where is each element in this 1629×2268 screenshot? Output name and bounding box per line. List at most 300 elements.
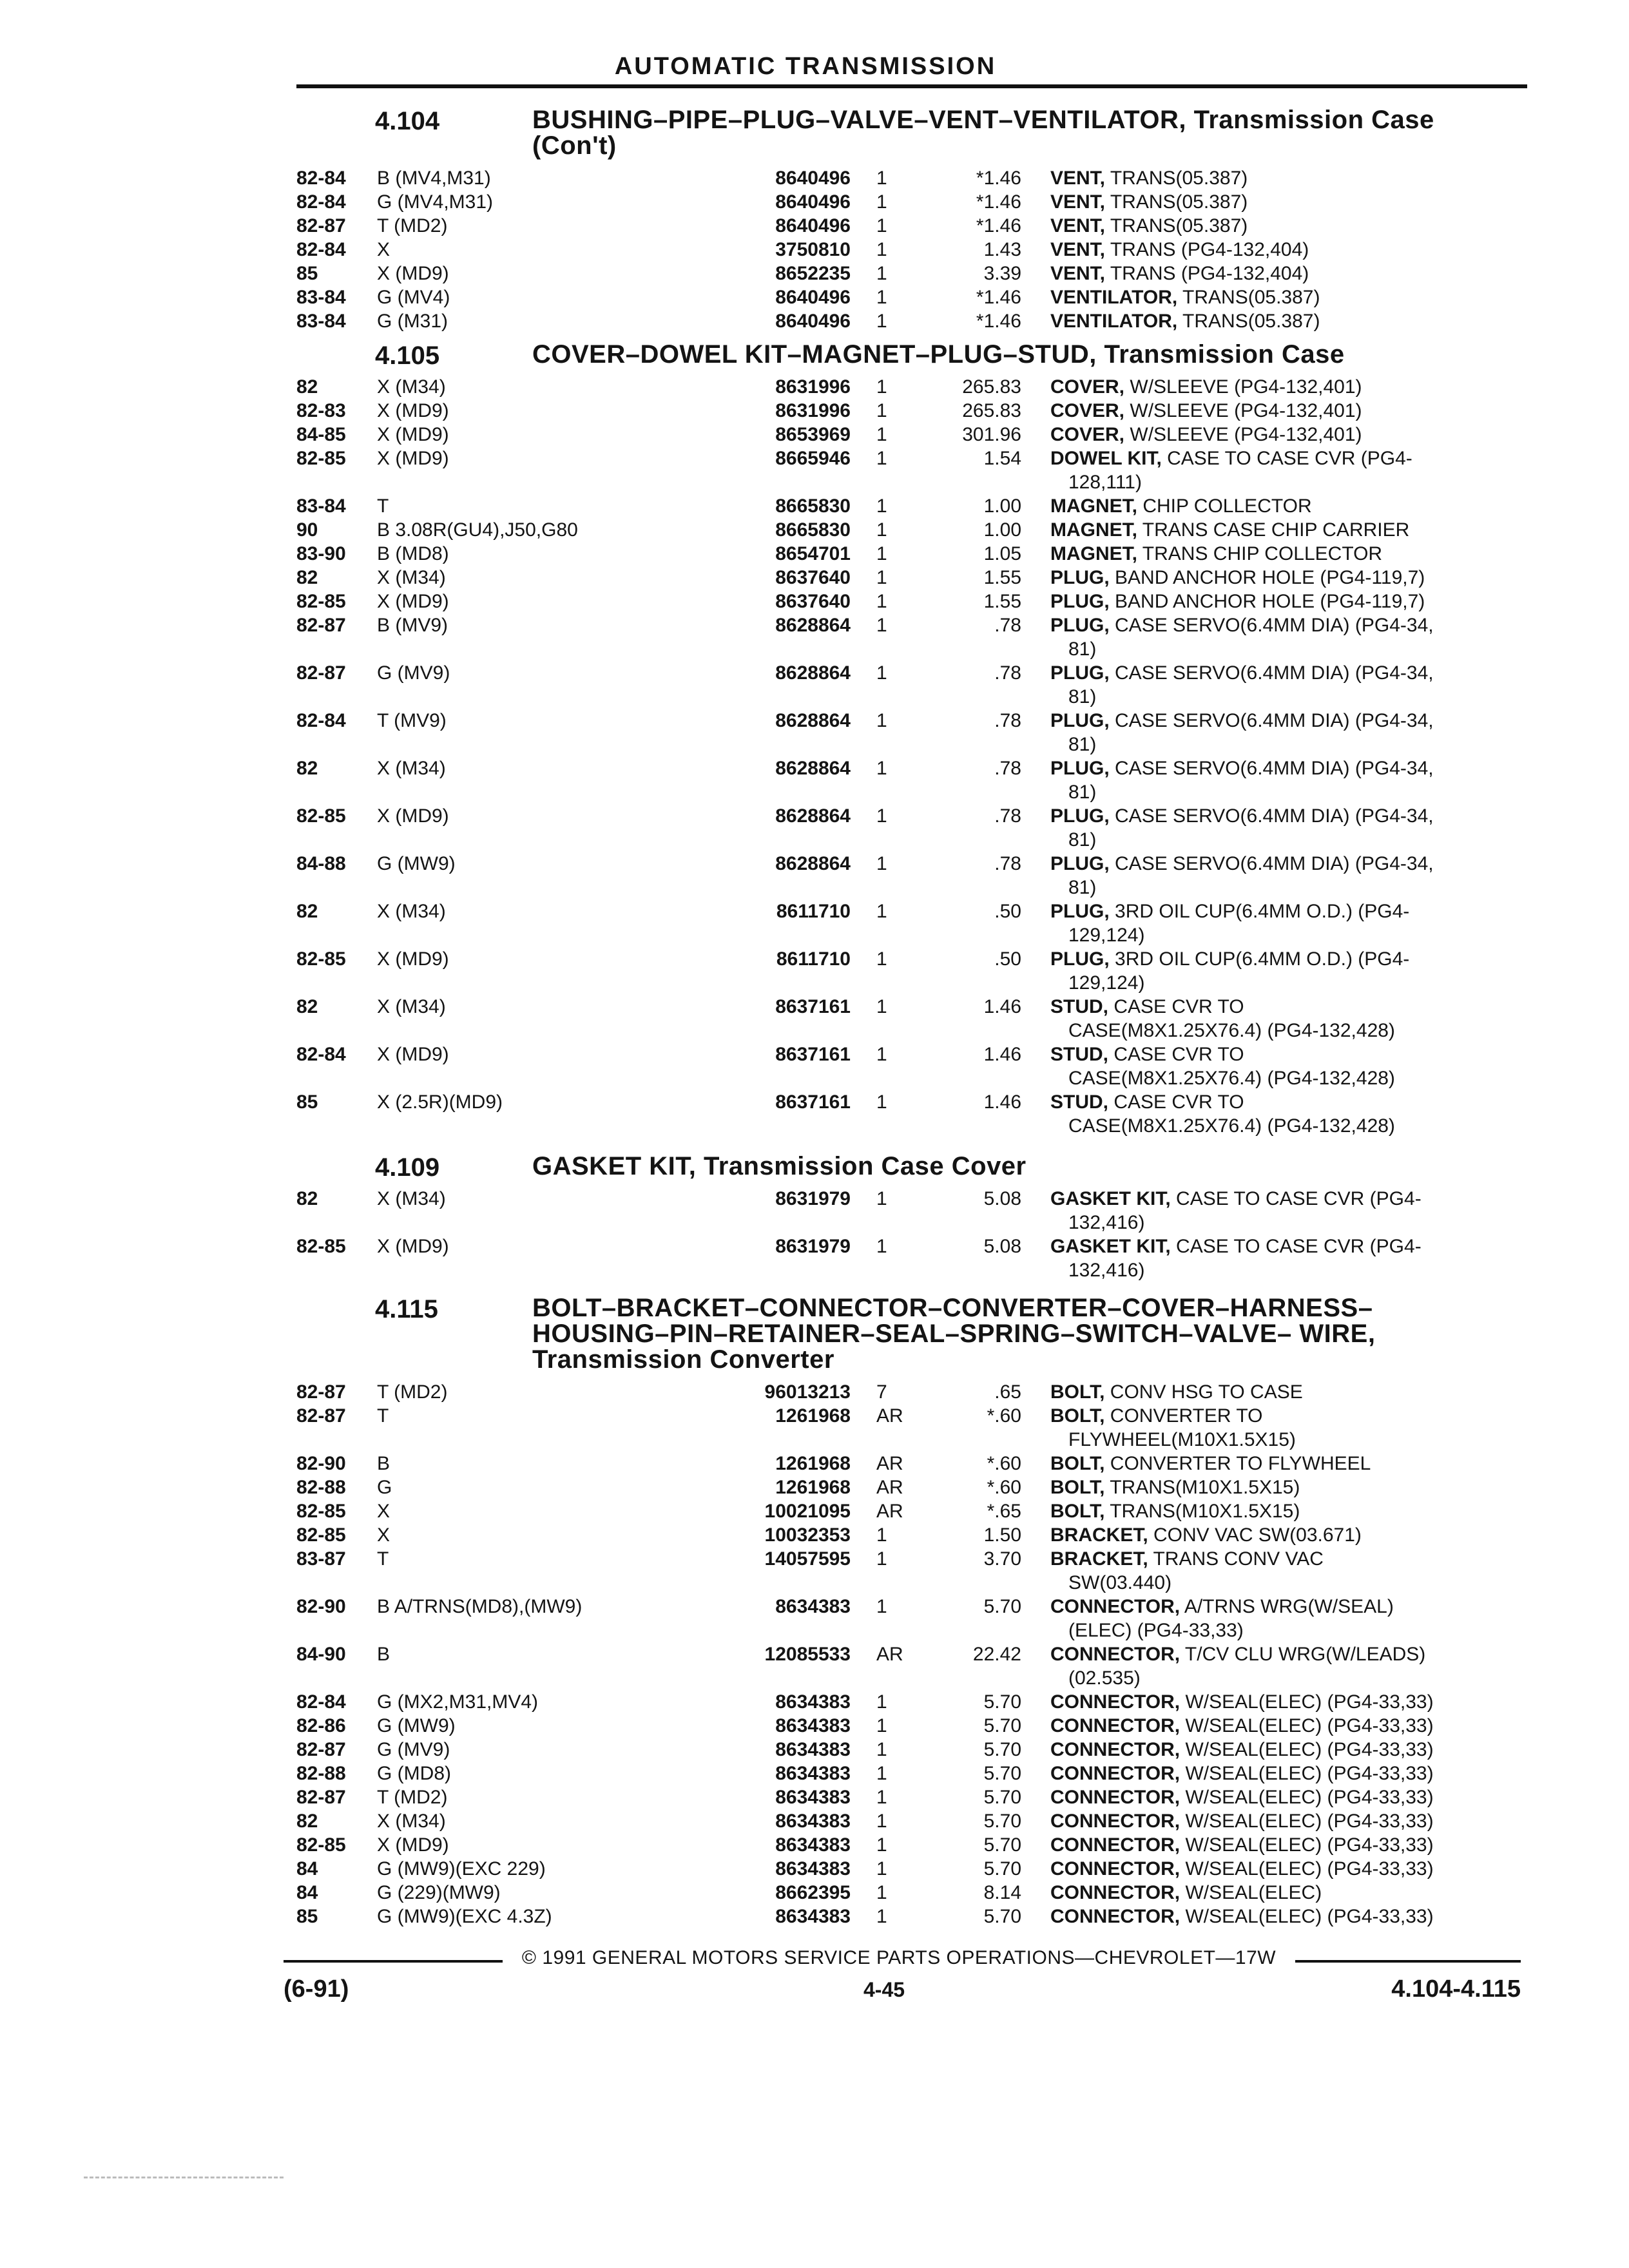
description-text: W/SLEEVE (PG4-132,401) xyxy=(1130,376,1362,398)
series-code: G (MV9) xyxy=(377,662,450,684)
part-description xyxy=(1050,566,1514,590)
series-code: T (MD2) xyxy=(377,1381,448,1403)
part-description xyxy=(1050,1785,1514,1809)
part-name: VENTILATOR, xyxy=(1050,287,1178,308)
section-number: 4.104 xyxy=(375,107,440,135)
quantity: 1 xyxy=(876,1787,887,1808)
price: *1.46 xyxy=(976,287,1021,308)
part-description xyxy=(1050,238,1514,262)
model-years: 82-83 xyxy=(296,400,346,421)
price: 8.14 xyxy=(983,1882,1021,1903)
description-text: CASE TO CASE CVR (PG4- xyxy=(1176,1188,1422,1209)
part-number: 8654701 xyxy=(775,543,851,564)
part-name: STUD, xyxy=(1050,1044,1108,1065)
description-line xyxy=(1050,1114,1514,1138)
part-name: PLUG, xyxy=(1050,805,1110,827)
description-line xyxy=(1050,566,1514,590)
part-description xyxy=(1050,947,1514,995)
description-text: 81) xyxy=(1068,734,1097,755)
model-years: 82-85 xyxy=(296,1524,346,1546)
price: 1.50 xyxy=(983,1524,1021,1546)
part-number: 3750810 xyxy=(775,239,851,260)
part-description xyxy=(1050,1380,1514,1404)
description-text: CONV VAC SW(03.671) xyxy=(1153,1524,1362,1546)
series-code: T (MD2) xyxy=(377,1787,448,1808)
table-row xyxy=(0,1475,1629,1499)
description-text: T/CV CLU WRG(W/LEADS) xyxy=(1184,1644,1426,1665)
part-number: 8611710 xyxy=(776,901,851,922)
description-line xyxy=(1050,214,1514,238)
description-text: CONVERTER TO xyxy=(1110,1405,1263,1427)
table-row xyxy=(0,375,1629,399)
quantity: 1 xyxy=(876,1044,887,1065)
part-name: DOWEL KIT, xyxy=(1050,448,1162,469)
quantity: AR xyxy=(876,1644,903,1665)
part-description xyxy=(1050,1043,1514,1090)
price: 1.05 xyxy=(983,543,1021,564)
part-name: VENT, xyxy=(1050,263,1106,284)
page-title: AUTOMATIC TRANSMISSION xyxy=(614,53,997,80)
table-row xyxy=(0,1404,1629,1452)
price: 5.70 xyxy=(983,1739,1021,1760)
price: 1.54 xyxy=(983,448,1021,469)
model-years: 83-84 xyxy=(296,311,346,332)
part-description xyxy=(1050,661,1514,709)
model-years: 82-87 xyxy=(296,615,346,636)
description-line xyxy=(1050,1785,1514,1809)
description-line xyxy=(1050,375,1514,399)
quantity: 1 xyxy=(876,853,887,874)
part-description xyxy=(1050,494,1514,518)
description-text: 81) xyxy=(1068,686,1097,707)
description-line xyxy=(1050,1428,1514,1452)
table-row xyxy=(0,709,1629,756)
part-description xyxy=(1050,709,1514,756)
model-years: 82 xyxy=(296,1811,318,1832)
series-code: G (MV4,M31) xyxy=(377,191,494,213)
part-description xyxy=(1050,285,1514,309)
description-text: W/SEAL(ELEC) (PG4-33,33) xyxy=(1185,1763,1434,1784)
model-years: 82 xyxy=(296,901,318,922)
price: *1.46 xyxy=(976,191,1021,213)
table-row xyxy=(0,399,1629,423)
table-row xyxy=(0,661,1629,709)
part-description xyxy=(1050,613,1514,661)
series-code: T (MV9) xyxy=(377,710,447,731)
table-row xyxy=(0,1523,1629,1547)
section-title xyxy=(532,107,1537,159)
price: *1.46 xyxy=(976,311,1021,332)
section-title xyxy=(532,1295,1537,1372)
model-years: 82 xyxy=(296,996,318,1017)
description-text: TRANS (PG4-132,404) xyxy=(1110,263,1309,284)
series-code: B 3.08R(GU4),J50,G80 xyxy=(377,519,578,541)
section-title-line: (Con't) xyxy=(532,131,617,160)
description-text: CASE CVR TO xyxy=(1113,1044,1244,1065)
description-line xyxy=(1050,1714,1514,1738)
section-header xyxy=(0,341,1629,370)
description-line xyxy=(1050,637,1514,661)
parts-table xyxy=(0,375,1629,1138)
table-row xyxy=(0,1187,1629,1235)
table-row xyxy=(0,214,1629,238)
description-line xyxy=(1050,190,1514,214)
quantity: 1 xyxy=(876,591,887,612)
price: 5.08 xyxy=(983,1236,1021,1257)
series-code: X (M34) xyxy=(377,1188,446,1209)
description-text: TRANS(M10X1.5X15) xyxy=(1110,1501,1300,1522)
section-title-line: GASKET KIT, Transmission Case Cover xyxy=(532,1152,1027,1180)
quantity: 1 xyxy=(876,805,887,827)
part-name: CONNECTOR, xyxy=(1050,1715,1181,1736)
description-line xyxy=(1050,470,1514,494)
description-line xyxy=(1050,876,1514,899)
part-name: PLUG, xyxy=(1050,567,1110,588)
description-text: 3RD OIL CUP(6.4MM O.D.) (PG4- xyxy=(1115,901,1410,922)
price: .78 xyxy=(994,758,1021,779)
price: 5.70 xyxy=(983,1787,1021,1808)
model-years: 82-84 xyxy=(296,239,346,260)
description-line xyxy=(1050,542,1514,566)
price: 1.46 xyxy=(983,1091,1021,1113)
model-years: 82-85 xyxy=(296,805,346,827)
part-description xyxy=(1050,1833,1514,1857)
part-number: 10021095 xyxy=(764,1501,851,1522)
footer-date: (6-91) xyxy=(284,1975,349,2003)
part-number: 8640496 xyxy=(775,215,851,236)
table-row xyxy=(0,1642,1629,1690)
parts-table xyxy=(0,166,1629,333)
part-description xyxy=(1050,1404,1514,1452)
model-years: 82-85 xyxy=(296,948,346,970)
series-code: X (MD9) xyxy=(377,805,449,827)
quantity: 1 xyxy=(876,1811,887,1832)
series-code: X xyxy=(377,239,390,260)
model-years: 82 xyxy=(296,376,318,398)
description-line xyxy=(1050,685,1514,709)
quantity: 1 xyxy=(876,1906,887,1927)
quantity: 1 xyxy=(876,239,887,260)
table-row xyxy=(0,423,1629,447)
price: .78 xyxy=(994,662,1021,684)
series-code: B xyxy=(377,1644,390,1665)
description-text: 129,124) xyxy=(1068,972,1145,994)
description-text: TRANS(05.387) xyxy=(1110,215,1248,236)
description-line xyxy=(1050,1475,1514,1499)
table-row xyxy=(0,947,1629,995)
quantity: 1 xyxy=(876,1834,887,1856)
series-code: X (M34) xyxy=(377,1811,446,1832)
part-name: STUD, xyxy=(1050,996,1108,1017)
part-description xyxy=(1050,1642,1514,1690)
part-description xyxy=(1050,399,1514,423)
description-line xyxy=(1050,1809,1514,1833)
part-name: PLUG, xyxy=(1050,901,1110,922)
part-number: 8634383 xyxy=(775,1691,851,1713)
part-description xyxy=(1050,190,1514,214)
model-years: 82-85 xyxy=(296,1236,346,1257)
description-text: TRANS(05.387) xyxy=(1110,168,1248,189)
series-code: B (MD8) xyxy=(377,543,449,564)
model-years: 84 xyxy=(296,1882,318,1903)
quantity: 1 xyxy=(876,1715,887,1736)
model-years: 84 xyxy=(296,1858,318,1879)
part-description xyxy=(1050,1187,1514,1235)
series-code: B (MV4,M31) xyxy=(377,168,491,189)
description-line xyxy=(1050,852,1514,876)
footer-rule-left xyxy=(284,1960,503,1963)
description-text: CONV HSG TO CASE xyxy=(1110,1381,1303,1403)
table-row xyxy=(0,995,1629,1043)
part-name: VENTILATOR, xyxy=(1050,311,1178,332)
description-line xyxy=(1050,1211,1514,1235)
series-code: T (MD2) xyxy=(377,215,448,236)
model-years: 82-86 xyxy=(296,1715,346,1736)
model-years: 83-84 xyxy=(296,495,346,517)
model-years: 85 xyxy=(296,263,318,284)
description-line xyxy=(1050,1619,1514,1642)
description-line xyxy=(1050,1571,1514,1595)
series-code: X (MD9) xyxy=(377,400,449,421)
part-name: COVER, xyxy=(1050,400,1125,421)
description-line xyxy=(1050,1523,1514,1547)
quantity: 1 xyxy=(876,1763,887,1784)
price: .78 xyxy=(994,853,1021,874)
part-description xyxy=(1050,1738,1514,1762)
part-description xyxy=(1050,423,1514,447)
description-line xyxy=(1050,828,1514,852)
part-name: BOLT, xyxy=(1050,1405,1105,1427)
part-name: BRACKET, xyxy=(1050,1524,1148,1546)
part-name: BOLT, xyxy=(1050,1453,1105,1474)
model-years: 82-85 xyxy=(296,1501,346,1522)
part-number: 10032353 xyxy=(764,1524,851,1546)
description-line xyxy=(1050,804,1514,828)
model-years: 84-90 xyxy=(296,1644,346,1665)
price: 5.70 xyxy=(983,1763,1021,1784)
part-number: 96013213 xyxy=(764,1381,851,1403)
price: .78 xyxy=(994,805,1021,827)
description-line xyxy=(1050,1666,1514,1690)
part-number: 14057595 xyxy=(764,1548,851,1570)
price: 5.70 xyxy=(983,1596,1021,1617)
table-row xyxy=(0,542,1629,566)
series-code: X (MD9) xyxy=(377,948,449,970)
table-row xyxy=(0,1857,1629,1881)
part-name: COVER, xyxy=(1050,424,1125,445)
part-number: 12085533 xyxy=(764,1644,851,1665)
part-number: 8628864 xyxy=(775,615,851,636)
series-code: G (MW9) xyxy=(377,1715,456,1736)
series-code: X (M34) xyxy=(377,901,446,922)
description-text: CASE SERVO(6.4MM DIA) (PG4-34, xyxy=(1115,710,1434,731)
description-line xyxy=(1050,1547,1514,1571)
description-text: TRANS(05.387) xyxy=(1182,287,1320,308)
description-text: TRANS (PG4-132,404) xyxy=(1110,239,1309,260)
part-description xyxy=(1050,899,1514,947)
part-name: MAGNET, xyxy=(1050,519,1137,541)
price: 5.70 xyxy=(983,1906,1021,1927)
model-years: 85 xyxy=(296,1906,318,1927)
part-number: 8637161 xyxy=(775,996,851,1017)
quantity: 1 xyxy=(876,1548,887,1570)
part-name: BOLT, xyxy=(1050,1477,1105,1498)
model-years: 84-88 xyxy=(296,853,346,874)
part-number: 8634383 xyxy=(775,1596,851,1617)
part-name: CONNECTOR, xyxy=(1050,1644,1181,1665)
section-number: 4.105 xyxy=(375,341,440,370)
description-line xyxy=(1050,947,1514,971)
part-number: 8665946 xyxy=(775,448,851,469)
part-number: 8611710 xyxy=(776,948,851,970)
part-description xyxy=(1050,1475,1514,1499)
description-text: TRANS(M10X1.5X15) xyxy=(1110,1477,1300,1498)
part-number: 8637161 xyxy=(775,1044,851,1065)
part-number: 8665830 xyxy=(775,495,851,517)
series-code: X (MD9) xyxy=(377,1834,449,1856)
table-row xyxy=(0,1690,1629,1714)
table-row xyxy=(0,518,1629,542)
table-row xyxy=(0,1090,1629,1138)
section-title xyxy=(532,341,1537,367)
part-number: 8628864 xyxy=(775,710,851,731)
model-years: 82-90 xyxy=(296,1453,346,1474)
series-code: G (229)(MW9) xyxy=(377,1882,501,1903)
model-years: 82-84 xyxy=(296,168,346,189)
description-text: BAND ANCHOR HOLE (PG4-119,7) xyxy=(1115,567,1425,588)
quantity: 1 xyxy=(876,519,887,541)
part-name: PLUG, xyxy=(1050,948,1110,970)
description-text: TRANS CONV VAC xyxy=(1153,1548,1324,1570)
quantity: 1 xyxy=(876,543,887,564)
description-line xyxy=(1050,1452,1514,1475)
description-line xyxy=(1050,447,1514,470)
price: *.60 xyxy=(987,1405,1021,1427)
part-description xyxy=(1050,1452,1514,1475)
price: 5.70 xyxy=(983,1691,1021,1713)
model-years: 82-85 xyxy=(296,591,346,612)
footer-section-range: 4.104-4.115 xyxy=(1391,1975,1521,2003)
part-description xyxy=(1050,1762,1514,1785)
description-line xyxy=(1050,995,1514,1019)
part-description xyxy=(1050,262,1514,285)
description-line xyxy=(1050,238,1514,262)
section-number: 4.109 xyxy=(375,1153,440,1182)
part-name: PLUG, xyxy=(1050,662,1110,684)
part-description xyxy=(1050,852,1514,899)
description-line xyxy=(1050,285,1514,309)
quantity: 1 xyxy=(876,901,887,922)
price: .50 xyxy=(994,948,1021,970)
model-years: 82-87 xyxy=(296,662,346,684)
series-code: X xyxy=(377,1524,390,1546)
description-text: W/SEAL(ELEC) (PG4-33,33) xyxy=(1185,1811,1434,1832)
parts-table xyxy=(0,1380,1629,1928)
table-row xyxy=(0,1235,1629,1282)
model-years: 85 xyxy=(296,1091,318,1113)
quantity: 1 xyxy=(876,615,887,636)
description-line xyxy=(1050,262,1514,285)
section-title-line: BUSHING–PIPE–PLUG–VALVE–VENT–VENTILATOR, Transmission Case xyxy=(532,106,1434,134)
series-code: X (M34) xyxy=(377,376,446,398)
description-line xyxy=(1050,613,1514,637)
description-text: CONVERTER TO FLYWHEEL xyxy=(1110,1453,1371,1474)
part-description xyxy=(1050,518,1514,542)
price: 1.46 xyxy=(983,996,1021,1017)
description-text: CASE CVR TO xyxy=(1113,996,1244,1017)
price: 5.08 xyxy=(983,1188,1021,1209)
series-code: G (MV4) xyxy=(377,287,450,308)
part-number: 8653969 xyxy=(775,424,851,445)
part-number: 8628864 xyxy=(775,805,851,827)
description-line xyxy=(1050,661,1514,685)
price: 3.70 xyxy=(983,1548,1021,1570)
description-line xyxy=(1050,1235,1514,1258)
table-row xyxy=(0,1762,1629,1785)
part-name: GASKET KIT, xyxy=(1050,1236,1171,1257)
price: 3.39 xyxy=(983,263,1021,284)
table-row xyxy=(0,1833,1629,1857)
part-description xyxy=(1050,1690,1514,1714)
series-code: G (MV9) xyxy=(377,1739,450,1760)
part-number: 8634383 xyxy=(775,1834,851,1856)
table-row xyxy=(0,899,1629,947)
part-number: 8631996 xyxy=(775,400,851,421)
description-text: W/SEAL(ELEC) (PG4-33,33) xyxy=(1185,1739,1434,1760)
description-text: SW(03.440) xyxy=(1068,1572,1172,1593)
quantity: 1 xyxy=(876,1858,887,1879)
description-text: TRANS(05.387) xyxy=(1182,311,1320,332)
series-code: X (MD9) xyxy=(377,424,449,445)
quantity: AR xyxy=(876,1405,903,1427)
description-line xyxy=(1050,1905,1514,1928)
quantity: 1 xyxy=(876,567,887,588)
price: 1.00 xyxy=(983,519,1021,541)
model-years: 82-84 xyxy=(296,191,346,213)
description-text: TRANS CHIP COLLECTOR xyxy=(1142,543,1383,564)
part-name: BRACKET, xyxy=(1050,1548,1148,1570)
series-code: X (2.5R)(MD9) xyxy=(377,1091,503,1113)
price: *1.46 xyxy=(976,215,1021,236)
price: 265.83 xyxy=(962,376,1021,398)
table-row xyxy=(0,1499,1629,1523)
price: .65 xyxy=(994,1381,1021,1403)
part-number: 8634383 xyxy=(775,1715,851,1736)
series-code: X (M34) xyxy=(377,758,446,779)
part-name: PLUG, xyxy=(1050,710,1110,731)
part-name: CONNECTOR, xyxy=(1050,1596,1181,1617)
part-number: 8634383 xyxy=(775,1906,851,1927)
description-text: CASE TO CASE CVR (PG4- xyxy=(1167,448,1412,469)
description-text: W/SLEEVE (PG4-132,401) xyxy=(1130,424,1362,445)
description-text: CASE SERVO(6.4MM DIA) (PG4-34, xyxy=(1115,853,1434,874)
description-line xyxy=(1050,1043,1514,1066)
part-number: 8631979 xyxy=(775,1236,851,1257)
series-code: B (MV9) xyxy=(377,615,448,636)
footer-page-number: 4-45 xyxy=(863,1978,905,2001)
part-number: 8634383 xyxy=(775,1811,851,1832)
table-row xyxy=(0,566,1629,590)
table-row xyxy=(0,1809,1629,1833)
part-description xyxy=(1050,995,1514,1043)
part-description xyxy=(1050,309,1514,333)
part-name: VENT, xyxy=(1050,168,1106,189)
part-description xyxy=(1050,1905,1514,1928)
price: 5.70 xyxy=(983,1811,1021,1832)
part-name: CONNECTOR, xyxy=(1050,1763,1181,1784)
section-header xyxy=(0,1295,1629,1375)
section-title-line: BOLT–BRACKET–CONNECTOR–CONVERTER–COVER–HARNESS– xyxy=(532,1294,1373,1322)
